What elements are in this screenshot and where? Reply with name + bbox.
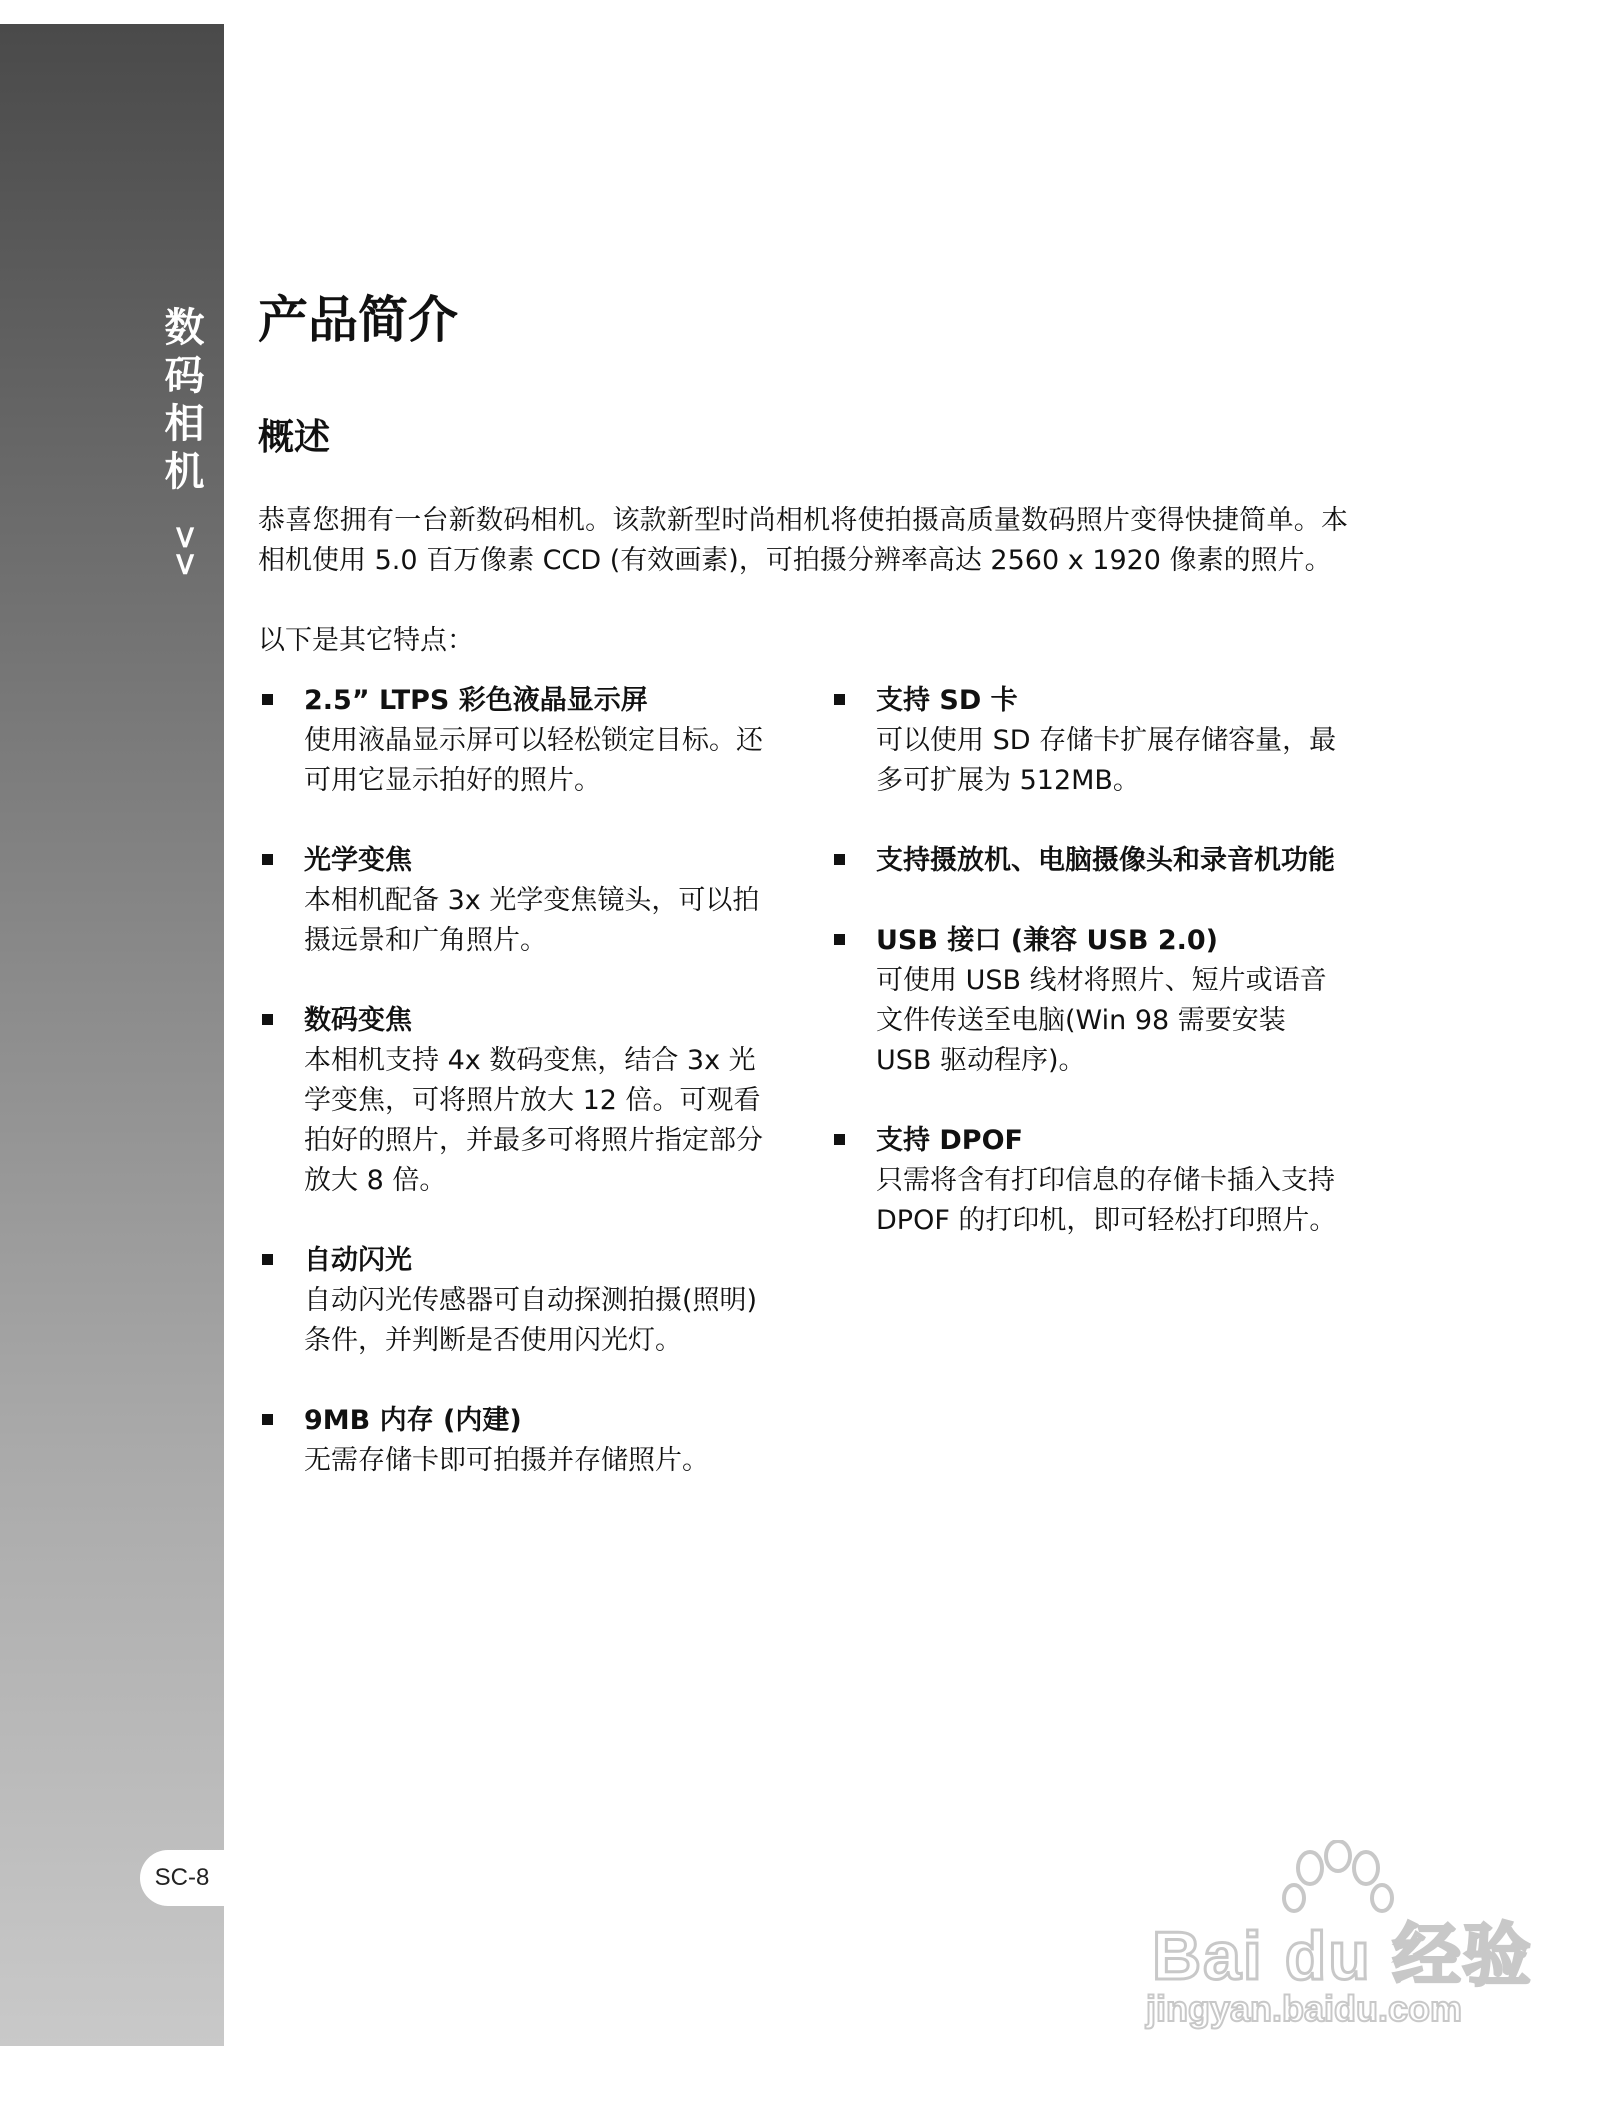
feature-item bbox=[830, 921, 1340, 1081]
main-content bbox=[258, 285, 1358, 1501]
bullet-icon bbox=[834, 854, 845, 865]
feature-item bbox=[258, 1001, 768, 1201]
sidebar-arrows bbox=[166, 524, 206, 586]
section-title: 概述 bbox=[258, 417, 331, 458]
feature-item bbox=[830, 681, 1340, 801]
intro-paragraph: 恭喜您拥有一台新数码相机。该款新型时尚相机将使拍摄高质量数码照片变得快捷简单。本相机使用 5.0 百万像素 CCD (有效画素)，可拍摄分辨率高达 2560 x 1920 像素的照片。 bbox=[258, 505, 1348, 576]
feature-title: USB 接口 (兼容 USB 2.0) bbox=[876, 925, 1219, 956]
feature-title: 光学变焦 bbox=[304, 845, 412, 876]
feature-desc: 可以使用 SD 存储卡扩展存储容量，最多可扩展为 512MB。 bbox=[876, 725, 1337, 796]
watermark-brand: Bai du 经验 bbox=[1152, 1918, 1533, 1994]
bullet-icon bbox=[834, 1134, 845, 1145]
feature-title: 支持 DPOF bbox=[876, 1125, 1023, 1156]
feature-columns bbox=[258, 681, 1358, 1501]
feature-title: 2.5” LTPS 彩色液晶显示屏 bbox=[304, 685, 648, 716]
watermark-url: jingyan.baidu.com bbox=[1146, 1988, 1463, 2029]
feature-desc: 无需存储卡即可拍摄并存储照片。 bbox=[304, 1445, 709, 1476]
bullet-icon bbox=[262, 854, 273, 865]
feature-column-left bbox=[258, 681, 768, 1521]
feature-item bbox=[258, 681, 768, 801]
bullet-icon bbox=[262, 694, 273, 705]
sidebar-band bbox=[0, 24, 224, 2046]
feature-desc: 可使用 USB 线材将照片、短片或语音文件传送至电脑(Win 98 需要安装 USB 驱动程序)。 bbox=[876, 965, 1327, 1076]
feature-item bbox=[258, 841, 768, 961]
page-number: SC-8 bbox=[140, 1850, 224, 1906]
feature-title: 支持摄放机、电脑摄像头和录音机功能 bbox=[876, 845, 1335, 876]
feature-item bbox=[830, 1121, 1340, 1241]
bullet-icon bbox=[262, 1414, 273, 1425]
feature-column-right bbox=[830, 681, 1340, 1281]
feature-desc: 使用液晶显示屏可以轻松锁定目标。还可用它显示拍好的照片。 bbox=[304, 725, 763, 796]
feature-title: 数码变焦 bbox=[304, 1005, 412, 1036]
page-title: 产品简介 bbox=[258, 291, 458, 349]
feature-title: 支持 SD 卡 bbox=[876, 685, 1018, 716]
sidebar-arrows-text: >> bbox=[167, 524, 205, 578]
feature-desc: 只需将含有打印信息的存储卡插入支持 DPOF 的打印机，即可轻松打印照片。 bbox=[876, 1165, 1337, 1236]
sidebar-title: 数码相机 bbox=[158, 306, 204, 498]
bullet-icon bbox=[834, 694, 845, 705]
feature-desc: 本相机支持 4x 数码变焦，结合 3x 光学变焦，可将照片放大 12 倍。可观看拍好的照片，并最多可将照片指定部分放大 8 倍。 bbox=[304, 1045, 763, 1196]
feature-item bbox=[258, 1401, 768, 1481]
bullet-icon bbox=[834, 934, 845, 945]
feature-title: 自动闪光 bbox=[304, 1245, 412, 1276]
feature-desc: 本相机配备 3x 光学变焦镜头，可以拍摄远景和广角照片。 bbox=[304, 885, 760, 956]
feature-item bbox=[258, 1241, 768, 1361]
bullet-icon bbox=[262, 1014, 273, 1025]
baidu-watermark bbox=[1140, 1840, 1540, 2040]
feature-title: 9MB 内存 (内建) bbox=[304, 1405, 522, 1436]
feature-item bbox=[830, 841, 1340, 881]
features-lead: 以下是其它特点： bbox=[258, 625, 474, 656]
feature-desc: 自动闪光传感器可自动探测拍摄(照明)条件，并判断是否使用闪光灯。 bbox=[304, 1285, 758, 1356]
bullet-icon bbox=[262, 1254, 273, 1265]
